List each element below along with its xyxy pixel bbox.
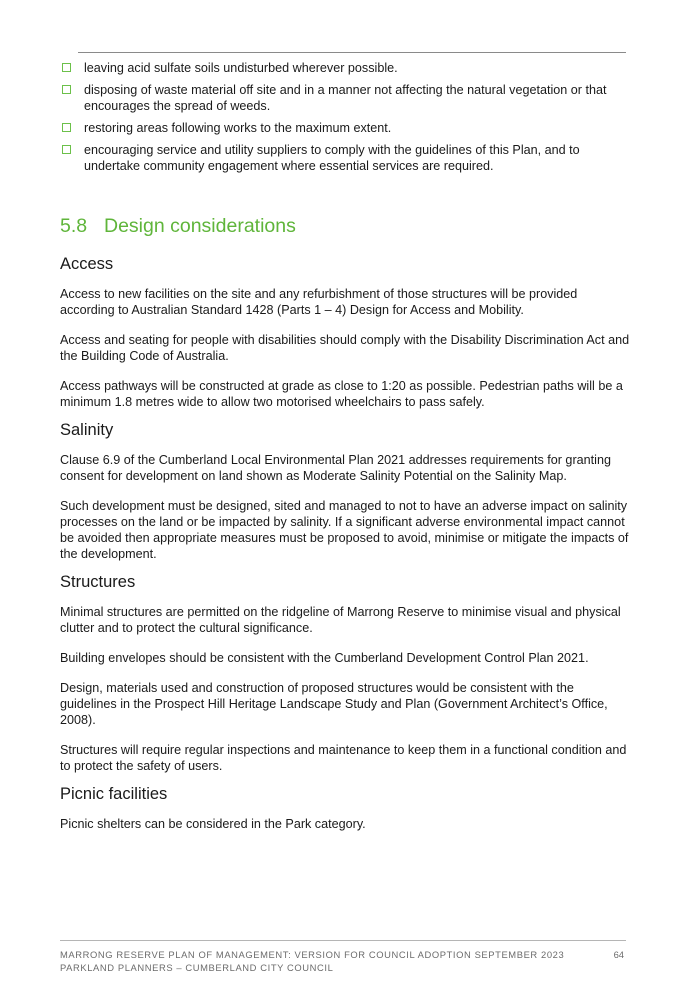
structures-heading: Structures xyxy=(60,573,136,591)
checkbox-bullet-icon xyxy=(62,85,71,94)
footer-subtitle: PARKLAND PLANNERS – CUMBERLAND CITY COUNCIL xyxy=(60,961,334,973)
checkbox-bullet-icon xyxy=(62,63,71,72)
structures-paragraph: Minimal structures are permitted on the ridgeline of Marrong Reserve to minimise visual and physical clutter and to protect the cultural significance. xyxy=(60,605,621,635)
top-divider xyxy=(78,52,626,53)
footer-title: MARRONG RESERVE PLAN OF MANAGEMENT: VERSION FOR COUNCIL ADOPTION SEPTEMBER 2023 xyxy=(60,949,565,960)
access-heading: Access xyxy=(60,255,114,273)
bullet-text: encouraging service and utility suppliers to comply with the guidelines of this Plan, and to undertake community engagement where essential services are required. xyxy=(84,143,580,173)
access-paragraph: Access pathways will be constructed at grade as close to 1:20 as possible. Pedestrian paths will be a minimum 1.8 metres wide to allow two motorised wheelchairs to pass safely. xyxy=(60,379,623,409)
bullet-list xyxy=(60,60,630,180)
main-content xyxy=(60,212,630,846)
structures-paragraph: Design, materials used and construction of proposed structures would be consistent with the guidelines in the Prospect Hill Heritage Landscape Study and Plan (Government Architect’s Office, 2008). xyxy=(60,681,608,727)
list-item xyxy=(60,142,630,174)
list-item xyxy=(60,60,630,76)
access-paragraph: Access and seating for people with disabilities should comply with the Disability Discrimination Act and the Building Code of Australia. xyxy=(60,333,630,363)
access-paragraph: Access to new facilities on the site and any refurbishment of those structures will be provided according to Australian Standard 1428 (Parts 1 – 4) Design for Access and Mobility. xyxy=(60,287,578,317)
checkbox-bullet-icon xyxy=(62,123,71,132)
section-title: Design considerations xyxy=(104,215,296,237)
salinity-paragraph: Such development must be designed, sited and managed to not to have an adverse impact on salinity processes on the land or be impacted by salinity. If a significant adverse environmental impact cannot be avoided then appropriate measures must be proposed to avoid, minimise or mitigate the impacts of the development. xyxy=(60,499,629,561)
bullet-text: disposing of waste material off site and in a manner not affecting the natural vegetation or that encourages the spread of weeds. xyxy=(84,83,607,113)
salinity-heading: Salinity xyxy=(60,421,114,439)
picnic-paragraph: Picnic shelters can be considered in the Park category. xyxy=(60,817,366,831)
checkbox-bullet-icon xyxy=(62,145,71,154)
section-heading xyxy=(60,212,630,240)
list-item xyxy=(60,82,630,114)
structures-paragraph: Building envelopes should be consistent with the Cumberland Development Control Plan 2021. xyxy=(60,651,589,665)
section-number: 5.8 xyxy=(60,215,88,237)
page-number: 64 xyxy=(613,949,624,960)
bullet-text: restoring areas following works to the maximum extent. xyxy=(84,121,392,135)
structures-paragraph: Structures will require regular inspections and maintenance to keep them in a functional condition and to protect the safety of users. xyxy=(60,743,627,773)
salinity-paragraph: Clause 6.9 of the Cumberland Local Environmental Plan 2021 addresses requirements for granting consent for development on land shown as Moderate Salinity Potential on the Salinity Map. xyxy=(60,453,611,483)
bullet-text: leaving acid sulfate soils undisturbed wherever possible. xyxy=(84,61,398,75)
page-footer xyxy=(60,940,626,974)
picnic-heading: Picnic facilities xyxy=(60,785,168,803)
list-item xyxy=(60,120,630,136)
